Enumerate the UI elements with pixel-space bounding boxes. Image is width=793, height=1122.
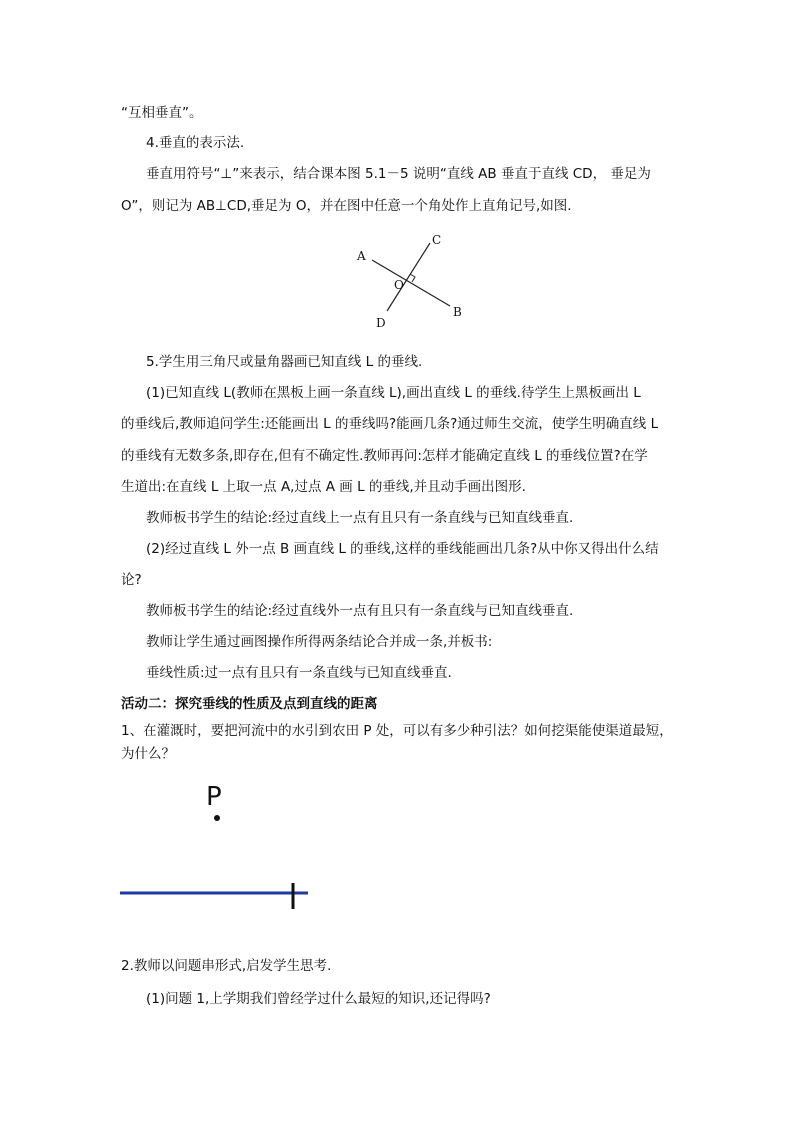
paragraph-line: 垂直用符号“⊥”来表示，结合课本图 5.1－5 说明“直线 AB 垂直于直线 CD， 垂足为: [146, 166, 651, 182]
paragraph-line: 生道出:在直线 L 上取一点 A,过点 A 画 L 的垂线,并且动手画出图形.: [121, 479, 526, 495]
section-5-title: 5.学生用三角尺或量角器画已知直线 L 的垂线.: [146, 354, 423, 370]
perpendicular-property: 垂线性质:过一点有且只有一条直线与已知直线垂直.: [146, 665, 452, 681]
label-o: O: [394, 278, 404, 292]
question-1-line: 1、在灌溉时，要把河流中的水引到农田 P 处，可以有多少种引法？如何挖渠能使渠道最短，: [121, 723, 673, 739]
irrigation-figure: [118, 775, 318, 915]
section-4-title: 4.垂直的表示法.: [146, 135, 245, 151]
paragraph-line: (1)已知直线 L(教师在黑板上画一条直线 L),画出直线 L 的垂线.待学生上黑板画出 L: [146, 385, 641, 401]
paragraph-line: (2)经过直线 L 外一点 B 画直线 L 的垂线,这样的垂线能画出几条?从中你又得出什么结: [146, 541, 659, 557]
label-d: D: [376, 316, 386, 330]
question-2: 2.教师以问题串形式,启发学生思考.: [121, 958, 332, 974]
label-a: A: [357, 249, 366, 263]
perpendicular-lines-figure: [350, 228, 480, 333]
line-ab: [372, 260, 450, 306]
label-p: P: [206, 782, 222, 812]
activity-2-heading: 活动二：探究垂线的性质及点到直线的距离: [121, 696, 378, 712]
conclusion-2: 教师板书学生的结论:经过直线外一点有且只有一条直线与已知直线垂直.: [146, 603, 574, 619]
conclusion-1: 教师板书学生的结论:经过直线上一点有且只有一条直线与已知直线垂直.: [146, 510, 574, 526]
right-angle-mark: [410, 274, 415, 282]
paragraph-line: 教师让学生通过画图操作所得两条结论合并成一条,并板书:: [146, 634, 493, 650]
point-p: [214, 815, 220, 821]
label-c: C: [432, 233, 442, 247]
paragraph-line: 的垂线有无数多条,即存在,但有不确定性.教师再问:怎样才能确定直线 L 的垂线位置?在学: [121, 448, 648, 464]
paragraph-line: 的垂线后,教师追问学生:还能画出 L 的垂线吗?能画几条?通过师生交流，使学生明确直线 L: [121, 416, 659, 432]
paragraph-line: 论?: [121, 572, 142, 588]
text-line: “互相垂直”。: [121, 105, 203, 121]
question-1-line: 为什么？: [121, 746, 175, 762]
label-b: B: [453, 305, 462, 319]
question-2-1: (1)问题 1,上学期我们曾经学过什么最短的知识,还记得吗?: [146, 991, 491, 1007]
line-cd: [387, 243, 430, 311]
paragraph-line: O”，则记为 AB⊥CD,垂足为 O，并在图中任意一个角处作上直角记号,如图.: [121, 198, 572, 214]
